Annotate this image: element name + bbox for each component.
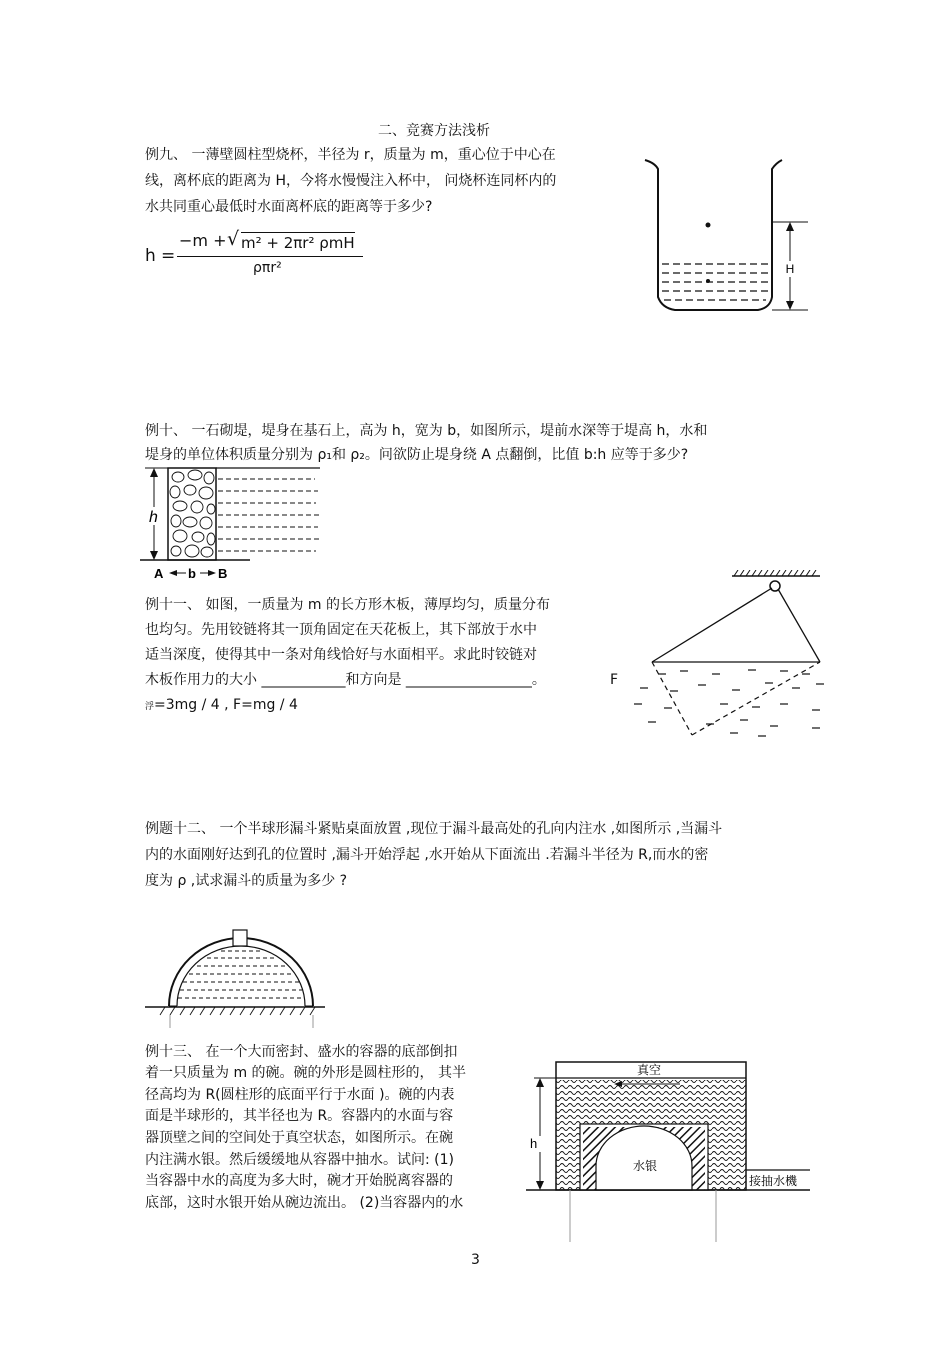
formula-numerator-start: −m + (179, 231, 227, 250)
ex9-line-2: 线，离杯底的距离为 H，今将水慢慢注入杯中， 问烧杯连同杯内的 (145, 173, 557, 189)
formula-sqrt-icon: √ (227, 228, 240, 250)
ex13-line-4: 面是半球形的，其半径也为 R。容器内的水面与容 (145, 1108, 454, 1124)
ex12-line-2: 内的水面刚好达到孔的位置时 ,漏斗开始浮起 ,水开始从下面流出 .若漏斗半径为 R,而水的密 (145, 847, 709, 863)
container-label-vacuum: 真空 (637, 1063, 662, 1077)
ex11-line-2: 也均匀。先用铰链将其一顶角固定在天花板上，其下部放于水中 (145, 622, 537, 638)
dam-label-B: B (218, 566, 228, 581)
ex11-answer-sub: 浮 (145, 702, 155, 712)
ex11-answer-F: F (610, 672, 619, 688)
ex11-line-4: 木板作用力的大小 ____________和方向是 __________________。 (145, 672, 546, 688)
ex13-line-1: 例十三、 在一个大而密封、盛水的容器的底部倒扣 (145, 1044, 458, 1060)
container-figure (520, 1060, 810, 1245)
section-title: 二、竞赛方法浅析 (378, 123, 490, 139)
ex10-line-1: 例十、 一石砌堤，堤身在基石上，高为 h，宽为 b，如图所示，堤前水深等于堤高 h，水和 (145, 423, 708, 439)
dam-label-A: A (154, 566, 164, 581)
dam-label-h: h (149, 509, 158, 526)
ex11-answer-text: =3mg / 4 , F=mg / 4 (154, 697, 298, 713)
ex13-line-6: 内注满水银。然后缓缓地从容器中抽水。试问: (1) (145, 1152, 454, 1168)
ex12-line-1: 例题十二、 一个半球形漏斗紧贴桌面放置 ,现位于漏斗最高处的孔向内注水 ,如图所示 ,当漏斗 (145, 821, 723, 837)
ex13-line-3: 径高均为 R(圆柱形的底面平行于水面 )。碗的内表 (145, 1087, 455, 1103)
container-label-mercury: 水银 (633, 1159, 658, 1173)
ex11-line-3: 适当深度，使得其中一条对角线恰好与水面相平。求此时铰链对 (145, 647, 537, 663)
formula-denominator: ρπr² (253, 260, 282, 276)
ex10-line-2: 堤身的单位体积质量分别为 ρ₁和 ρ₂。问欲防止堤身绕 A 点翻倒，比值 b:h 应等于多少? (145, 447, 689, 463)
ex13-line-2: 着一只质量为 m 的碗。碗的外形是圆柱形的， 其半 (145, 1065, 466, 1081)
funnel-figure (145, 920, 325, 1030)
page-number: 3 (471, 1252, 480, 1268)
ex11-line-1: 例十一、 如图，一质量为 m 的长方形木板，薄厚均匀，质量分布 (145, 597, 550, 613)
ex9-line-1: 例九、 一薄壁圆柱型烧杯，半径为 r，质量为 m，重心位于中心在 (145, 147, 556, 163)
ex9-formula (145, 228, 375, 283)
ex9-line-3: 水共同重心最低时水面离杯底的距离等于多少? (145, 199, 433, 215)
ex13-line-8: 底部，这时水银开始从碗边流出。 (2)当容器内的水 (145, 1195, 464, 1211)
formula-fraction-bar (177, 256, 363, 257)
formula-root: m² + 2πr² ρmH (241, 234, 355, 252)
container-label-pump: 接抽水機 (749, 1174, 798, 1188)
ex13-line-7: 当容器中水的高度为多大时，碗才开始脱离容器的 (145, 1173, 453, 1189)
ex12-line-3: 度为 ρ ,试求漏斗的质量为多少 ? (145, 873, 348, 889)
container-label-h: h (530, 1136, 538, 1151)
beaker-label-H: H (785, 262, 795, 276)
formula-eq: = (161, 246, 176, 266)
ex11-answer-line (145, 695, 298, 717)
dam-figure (140, 465, 330, 585)
beaker-figure (640, 155, 810, 320)
dam-label-b: b (188, 566, 196, 581)
formula-lhs: h (145, 246, 156, 266)
board-figure (620, 570, 835, 745)
ex13-line-5: 器顶壁之间的空间处于真空状态，如图所示。在碗 (145, 1130, 453, 1146)
